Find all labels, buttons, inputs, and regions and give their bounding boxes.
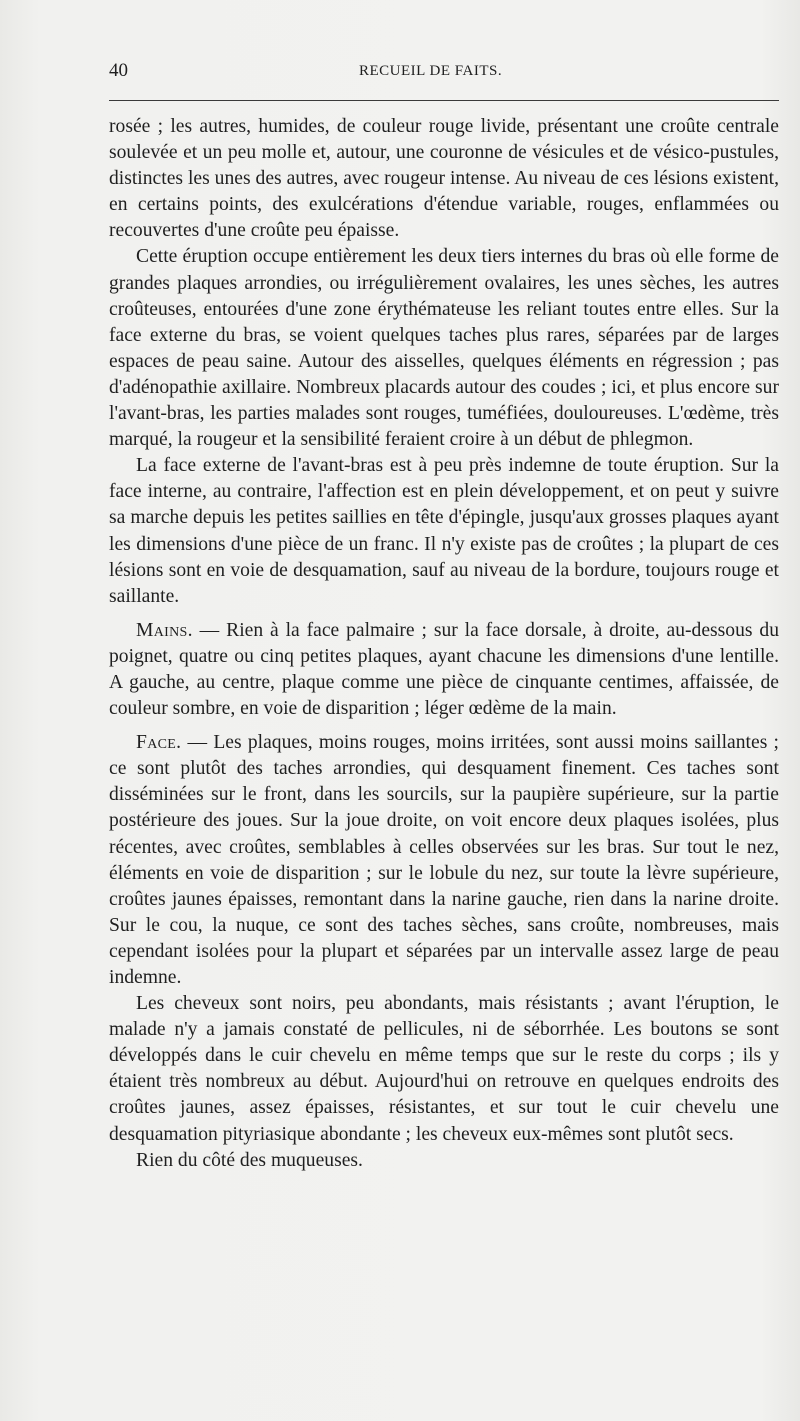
paragraph <box>109 1148 779 1174</box>
paragraph-mains <box>109 618 779 722</box>
page-header <box>109 60 779 88</box>
section-heading: Mains. <box>136 619 193 641</box>
paragraph-text: Cette éruption occupe entièrement les deux tiers internes du bras où elle forme de grandes plaques arrondies, ou irrégulièrement ovalaires, les unes sèches, les autres croûteuses, entourées d'une zone érythémateuse les reliant toutes entre elles. Sur la face externe du bras, se voient quelques taches plus rares, séparées par de larges espaces de peau saine. Autour des aisselles, quelques éléments en régression ; pas d'adénopathie axillaire. Nombreux placards autour des coudes ; ici, et plus encore sur l'avant-bras, les parties malades sont rouges, tuméfiées, douloureuses. L'œdème, très marqué, la rougeur et la sensibilité feraient croire à un début de phlegmon. <box>109 246 779 451</box>
paragraph <box>109 453 779 610</box>
running-title: RECUEIL DE FAITS. <box>359 63 503 79</box>
body-text <box>109 114 779 1174</box>
header-rule <box>109 100 779 101</box>
paragraph <box>109 114 779 244</box>
page-number: 40 <box>109 60 128 81</box>
paragraph <box>109 991 779 1148</box>
paragraph-text: Rien du côté des muqueuses. <box>136 1149 363 1171</box>
paragraph-face <box>109 730 779 991</box>
paragraph-text: — Rien à la face palmaire ; sur la face dorsale, à droite, au-dessous du poignet, quatre ou cinq petites plaques, ayant chacune les dimensions d'une lentille. A gauche, au centre, plaque comme une pièce de cinquante centimes, affaissée, de couleur sombre, en voie de disparition ; léger œdème de la main. <box>109 619 779 720</box>
paragraph-text: — Les plaques, moins rouges, moins irritées, sont aussi moins saillantes ; ce sont plutôt des taches arrondies, qui desquament finement. Ces taches sont disséminées sur le front, dans les sourcils, sur la paupière supérieure, sur la partie postérieure des joues. Sur la joue droite, on voit encore deux plaques isolées, plus récentes, avec croûtes, semblables à celles observées sur les bras. Sur tout le nez, éléments en voie de disparition ; sur le lobule du nez, sur toute la lèvre supérieure, croûtes jaunes épaisses, remontant dans la narine gauche, rien dans la narine droite. Sur le cou, la nuque, ce sont des taches sèches, sans croûte, nombreuses, mais cependant isolées pour la plupart et séparées par un intervalle assez large de peau indemne. <box>109 732 779 988</box>
paragraph-text: Les cheveux sont noirs, peu abondants, mais résistants ; avant l'éruption, le malade n'y a jamais constaté de pellicules, ni de séborrhée. Les boutons se sont développés dans le cuir chevelu en même temps que sur le reste du corps ; ils y étaient très nombreux au début. Aujourd'hui on retrouve en quelques endroits des croûtes jaunes, assez épaisses, résistantes, et sur tout le cuir chevelu une desquamation pityriasique abondante ; les cheveux eux-mêmes sont plutôt secs. <box>109 993 779 1145</box>
paragraph-text: rosée ; les autres, humides, de couleur rouge livide, présentant une croûte centrale soulevée et un peu molle et, autour, une couronne de vésicules et de vésico-pustules, distinctes les unes des autres, avec rougeur intense. Au niveau de ces lésions existent, en certains points, des exulcérations d'étendue variable, rouges, enflammées ou recouvertes d'une croûte peu épaisse. <box>109 116 779 242</box>
paragraph <box>109 244 779 453</box>
section-heading: Face. <box>136 732 182 754</box>
paragraph-text: La face externe de l'avant-bras est à peu près indemne de toute éruption. Sur la face interne, au contraire, l'affection est en plein développement, et on peut y suivre sa marche depuis les petites saillies en tête d'épingle, jusqu'aux grosses plaques ayant les dimensions d'une pièce de un franc. Il n'y existe pas de croûtes ; la plupart de ces lésions sont en voie de desquamation, sauf au niveau de la bordure, toujours rouge et saillante. <box>109 455 779 607</box>
